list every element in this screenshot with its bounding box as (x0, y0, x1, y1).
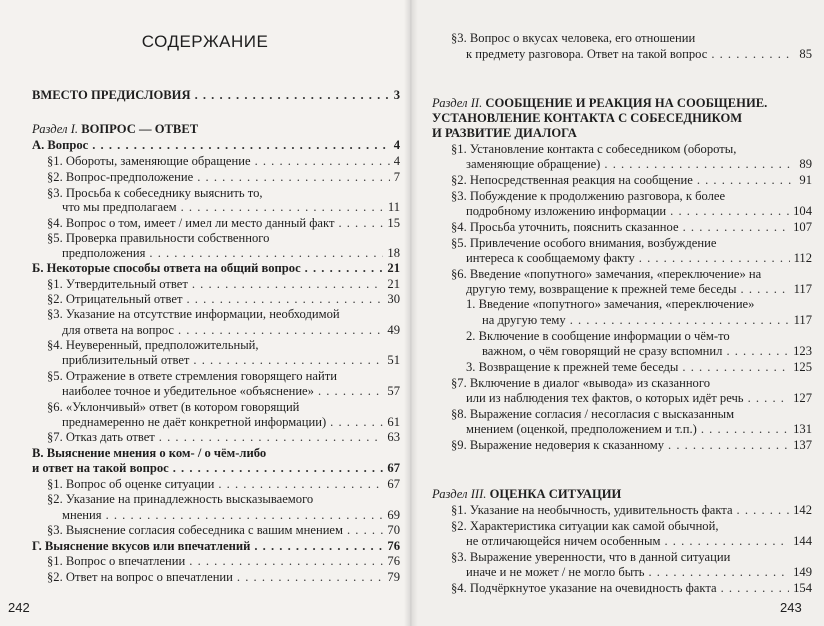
toc-subsection-line: В. Выяснение мнения о ком- / о чём-либо (32, 446, 267, 460)
toc-entry: не отличающейся ничем особенным . . . 144 (466, 533, 812, 549)
toc-entry-line: §3. Вопрос о вкусах человека, его отношении (451, 31, 696, 45)
toc-entry-line: 2. Включение в сообщение информации о чём-то (466, 329, 730, 343)
toc-entry: что мы предполагаем . . . 11 (62, 199, 400, 215)
toc-entry: преднамеренно не даёт конкретной информации) . . . 61 (62, 414, 400, 430)
toc-entry: §2. Ответ на вопрос о впечатлении . . . 79 (47, 569, 400, 585)
toc-entry: мнением (оценкой, предположением и т.п.) . . . 131 (466, 421, 812, 437)
toc-entry: интереса к сообщаемому факту . . . 112 (466, 250, 812, 266)
toc-entry-preface: ВМЕСТО ПРЕДИСЛОВИЯ . . . 3 (32, 87, 400, 103)
book-gutter (404, 0, 418, 626)
toc-entry: §1. Указание на необычность, удивительность факта . . . 142 (451, 502, 812, 518)
toc-entry-line: §5. Привлечение особого внимания, возбуждение (451, 236, 717, 250)
section-heading: Раздел II. СООБЩЕНИЕ И РЕАКЦИЯ НА СООБЩЕНИЕ. (432, 96, 768, 110)
toc-subsection: А. Вопрос . . . 4 (32, 137, 400, 153)
toc-entry-line: §3. Выражение уверенности, что в данной ситуации (451, 550, 731, 564)
toc-entry: §1. Обороты, заменяющие обращение . . . 4 (47, 153, 400, 169)
toc-entry-line: §3. Побуждение к продолжению разговора, к более (451, 189, 726, 203)
toc-entry-line: §8. Выражение согласия / несогласия с высказанным (451, 407, 735, 421)
toc-entry-line: §5. Отражение в ответе стремления говорящего найти (47, 369, 337, 383)
toc-entry: к предмету разговора. Ответ на такой вопрос . . . 85 (466, 46, 812, 62)
toc-entry: приблизительный ответ . . . 51 (62, 352, 400, 368)
right-page (410, 0, 824, 626)
page-number: 243 (780, 600, 802, 615)
toc-subsection: Б. Некоторые способы ответа на общий вопрос . . . 21 (32, 260, 400, 276)
toc-entry-line: §2. Указание на принадлежность высказываемого (47, 492, 314, 506)
toc-entry: §7. Отказ дать ответ . . . 63 (47, 429, 400, 445)
page-number: 242 (8, 600, 30, 615)
toc-entry: 3. Возвращение к прежней теме беседы . . . 125 (466, 359, 812, 375)
toc-entry-line: §1. Установление контакта с собеседником (обороты, (451, 142, 737, 156)
toc-entry-line: §6. «Уклончивый» ответ (в котором говорящий (47, 400, 300, 414)
toc-entry: для ответа на вопрос . . . 49 (62, 322, 400, 338)
toc-entry: мнения . . . 69 (62, 507, 400, 523)
toc-entry: §1. Утвердительный ответ . . . 21 (47, 276, 400, 292)
toc-entry: заменяющие обращение) . . . 89 (466, 156, 812, 172)
toc-entry: §2. Отрицательный ответ . . . 30 (47, 291, 400, 307)
toc-entry: §4. Подчёркнутое указание на очевидность факта . . . 154 (451, 580, 812, 596)
toc-entry: §4. Просьба уточнить, пояснить сказанное . . . 107 (451, 219, 812, 235)
section-heading-line: И РАЗВИТИЕ ДИАЛОГА (432, 126, 577, 140)
toc-entry: §3. Выяснение согласия собеседника с вашим мнением . . . 70 (47, 522, 400, 538)
toc-entry: §1. Вопрос об оценке ситуации . . . 67 (47, 476, 400, 492)
toc-entry: §9. Выражение недоверия к сказанному . . . 137 (451, 437, 812, 453)
toc-entry-line: §6. Введение «попутного» замечания, «переключение» на (451, 267, 762, 281)
toc-entry: §1. Вопрос о впечатлении . . . 76 (47, 553, 400, 569)
toc-entry-line: 1. Введение «попутного» замечания, «переключение» (466, 297, 755, 311)
toc-entry: наиболее точное и убедительное «объяснение» . . . 57 (62, 383, 400, 399)
section-heading: Раздел III. ОЦЕНКА СИТУАЦИИ (432, 487, 622, 501)
toc-entry-line: §5. Проверка правильности собственного (47, 231, 270, 245)
section-heading-line: УСТАНОВЛЕНИЕ КОНТАКТА С СОБЕСЕДНИКОМ (432, 111, 743, 125)
toc-entry: на другую тему . . . 117 (482, 312, 812, 328)
toc-entry-line: §7. Включение в диалог «вывода» из сказанного (451, 376, 711, 390)
toc-entry: другую тему, возвращение к прежней теме беседы . . . 117 (466, 281, 812, 297)
left-page (0, 0, 410, 626)
toc-entry-line: §3. Указание на отсутствие информации, необходимой (47, 307, 340, 321)
toc-entry: подробному изложению информации . . . 104 (466, 203, 812, 219)
toc-entry-line: §4. Неуверенный, предположительный, (47, 338, 259, 352)
section-heading: Раздел I. ВОПРОС — ОТВЕТ (32, 122, 199, 136)
toc-entry: или из наблюдения тех фактов, о которых идёт речь . . . 127 (466, 390, 812, 406)
toc-entry: важном, о чём говорящий не сразу вспомнил . . . 123 (482, 343, 812, 359)
page-title: СОДЕРЖАНИЕ (141, 32, 269, 51)
toc-subsection: и ответ на такой вопрос . . . 67 (32, 460, 400, 476)
toc-entry: §4. Вопрос о том, имеет / имел ли место данный факт . . . 15 (47, 215, 400, 231)
toc-entry-line: §3. Просьба к собеседнику выяснить то, (47, 186, 263, 200)
toc-entry: §2. Вопрос-предположение . . . 7 (47, 169, 400, 185)
toc-entry: предположения . . . 18 (62, 245, 400, 261)
toc-entry: §2. Непосредственная реакция на сообщение . . . 91 (451, 172, 812, 188)
toc-subsection: Г. Выяснение вкусов или впечатлений . . . 76 (32, 538, 400, 554)
toc-entry-line: §2. Характеристика ситуации как самой обычной, (451, 519, 719, 533)
toc-entry: иначе и не может / не могло быть . . . 149 (466, 564, 812, 580)
